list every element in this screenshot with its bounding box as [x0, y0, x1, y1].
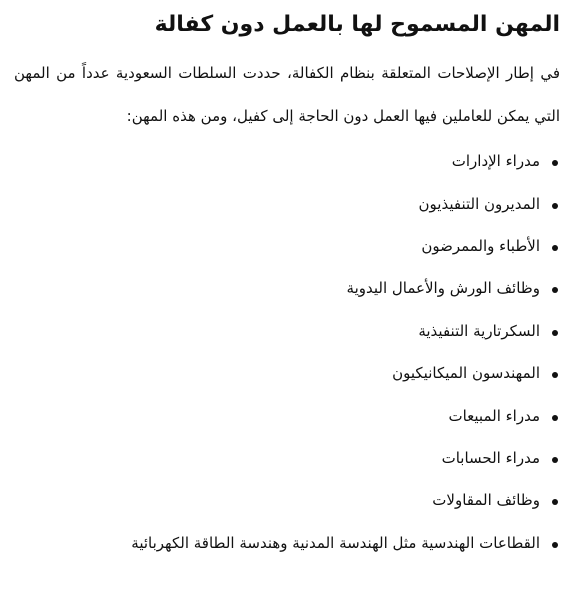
bullet-icon — [552, 330, 558, 336]
list-item-label: مدراء الإدارات — [451, 152, 540, 171]
bullet-icon — [552, 203, 558, 209]
bullet-icon — [552, 542, 558, 548]
list-item — [14, 522, 560, 564]
bullet-icon — [552, 245, 558, 251]
list-item-label: القطاعات الهندسية مثل الهندسة المدنية وهندسة الطاقة الكهربائية — [131, 533, 540, 552]
occupation-list — [14, 140, 560, 564]
list-item-label: السكرتارية التنفيذية — [418, 321, 540, 340]
article-title: المهن المسموح لها بالعمل دون كفالة — [154, 12, 560, 37]
list-item-label: مدراء الحسابات — [441, 448, 540, 467]
list-item-label: المهندسون الميكانيكيون — [392, 364, 540, 383]
list-item-label: مدراء المبيعات — [448, 406, 540, 425]
list-item — [14, 310, 560, 352]
bullet-icon — [552, 499, 558, 505]
list-item-label: وظائف الورش والأعمال اليدوية — [346, 279, 540, 298]
list-item — [14, 140, 560, 182]
list-item — [14, 479, 560, 521]
bullet-icon — [552, 287, 558, 293]
list-item-label: وظائف المقاولات — [432, 491, 540, 510]
bullet-icon — [552, 372, 558, 378]
list-item-label: الأطباء والممرضون — [421, 236, 540, 255]
list-item — [14, 352, 560, 394]
list-item — [14, 225, 560, 267]
bullet-icon — [552, 457, 558, 463]
bullet-icon — [552, 415, 558, 421]
list-item — [14, 437, 560, 479]
article-intro: في إطار الإصلاحات المتعلقة بنظام الكفالة، حددت السلطات السعودية عدداً من المهن التي يمكن للعاملين فيها العمل دون الحاجة إلى كفيل، ومن هذه المهن: — [14, 64, 560, 125]
bullet-icon — [552, 160, 558, 166]
list-item — [14, 394, 560, 436]
list-item — [14, 267, 560, 309]
list-item-label: المديرون التنفيذيون — [418, 194, 540, 213]
list-item — [14, 182, 560, 224]
